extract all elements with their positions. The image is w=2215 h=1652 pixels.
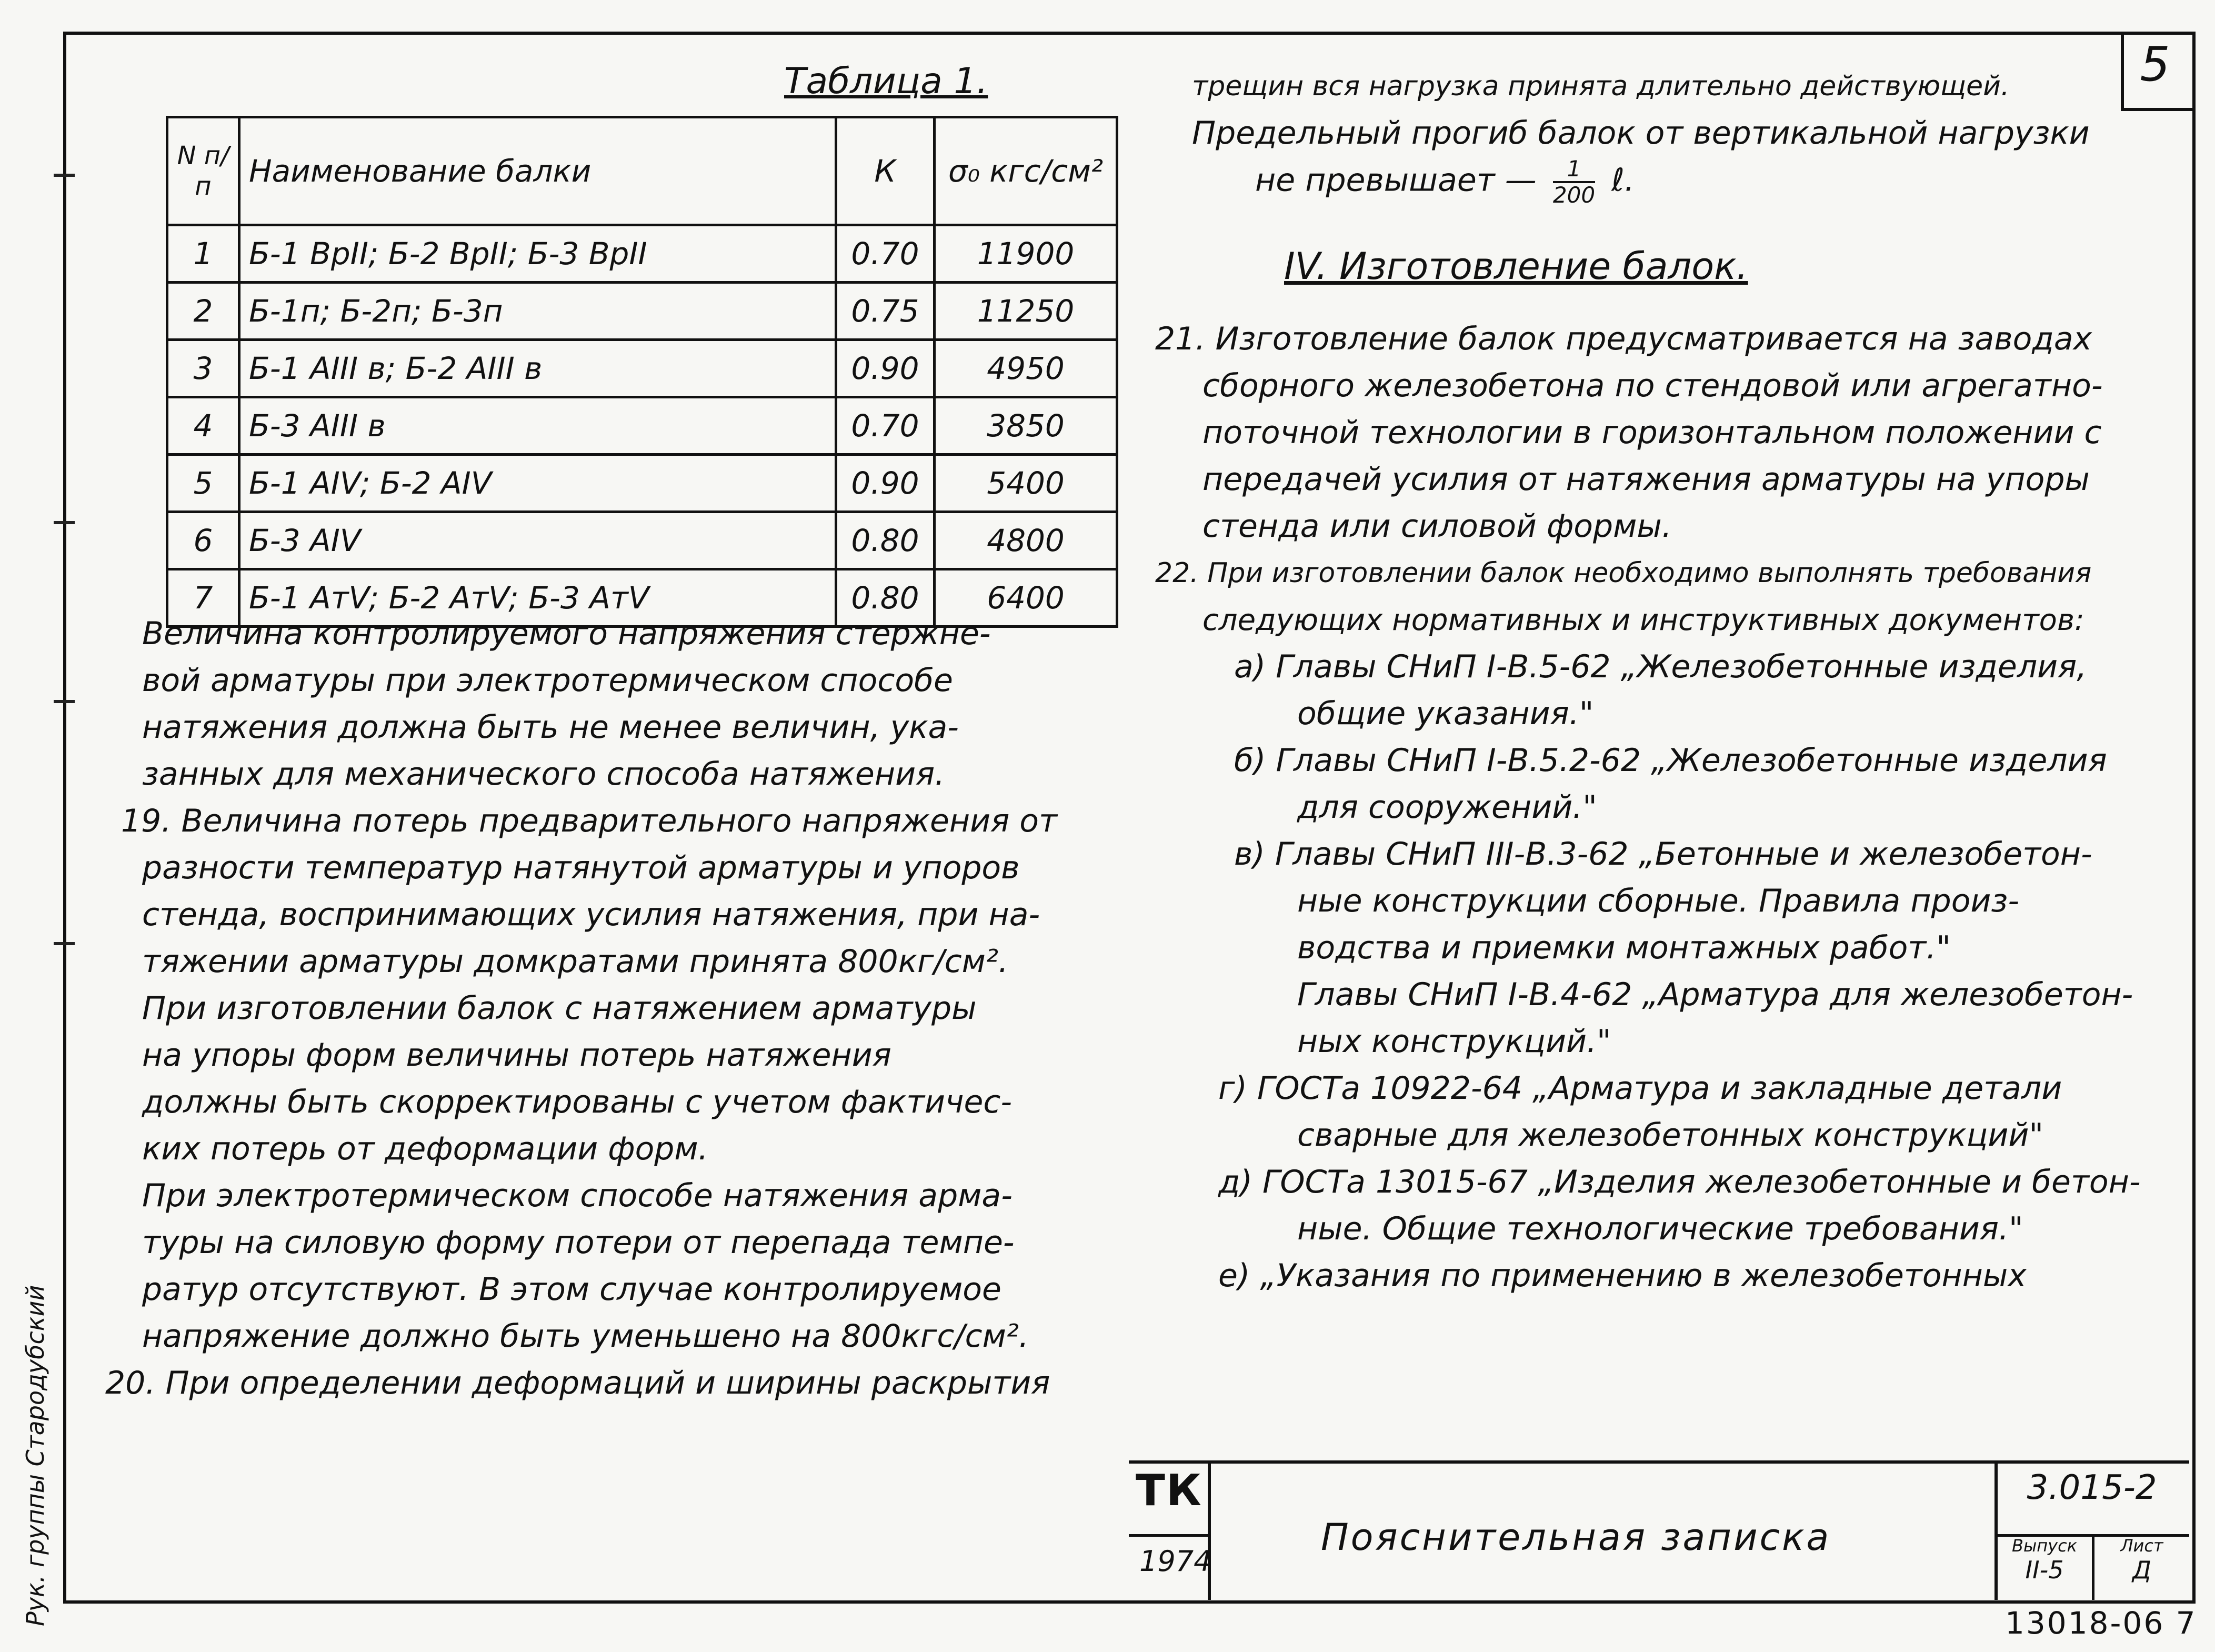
text-line: трещин вся нагрузка принята длительно действующей. <box>1192 71 2010 102</box>
text-line: сборного железобетона по стендовой или агрегатно- <box>1202 367 2103 404</box>
sheet-number: 5 <box>2140 37 2170 92</box>
text-line: туры на силовую форму потери от перепада темпе- <box>142 1224 1015 1261</box>
document-title: Пояснительная записка <box>1321 1516 1831 1559</box>
text-line: тяжении арматуры домкратами принята 800кг/см². <box>142 943 1009 980</box>
table-row <box>167 225 1117 283</box>
cell-k: 0.70 <box>836 225 935 283</box>
deflection-suffix: ℓ. <box>1611 162 1635 199</box>
table-row <box>167 455 1117 512</box>
text-line: б) Главы СНиП I-В.5.2-62 „Железобетонные изделия <box>1234 742 2107 779</box>
cell-k: 0.80 <box>836 569 935 627</box>
text-line: Предельный прогиб балок от вертикальной нагрузки <box>1192 115 2090 152</box>
sheet-cell <box>2097 1536 2187 1584</box>
left-column-text <box>105 610 1057 1407</box>
cell-sigma: 3850 <box>935 397 1117 455</box>
text-line: ные конструкции сборные. Правила произ- <box>1297 883 2019 919</box>
cell-beam-name: Б-1 АIV; Б-2 АIV <box>239 455 836 512</box>
table-row <box>167 512 1117 569</box>
cell-number: 4 <box>167 397 239 455</box>
table-row <box>167 283 1117 340</box>
text-line: водства и приемки монтажных работ." <box>1297 929 1951 966</box>
text-line: передачей усилия от натяжения арматуры на упоры <box>1202 461 2090 498</box>
text-line: а) Главы СНиП I-В.5-62 „Железобетонные изделия, <box>1234 648 2087 685</box>
right-column-text <box>1155 316 2140 1299</box>
text-line: Главы СНиП I-В.4-62 „Арматура для железобетон- <box>1297 976 2133 1013</box>
cell-beam-name: Б-1п; Б-2п; Б-3п <box>239 283 836 340</box>
cell-number: 6 <box>167 512 239 569</box>
cell-sigma: 5400 <box>935 455 1117 512</box>
cell-number: 2 <box>167 283 239 340</box>
cell-number: 1 <box>167 225 239 283</box>
table-header-row <box>167 117 1117 225</box>
text-line: ратур отсутствуют. В этом случае контролируемое <box>142 1271 1001 1308</box>
cell-number: 3 <box>167 340 239 397</box>
deflection-fraction <box>1553 157 1595 207</box>
text-line: стенда, воспринимающих усилия натяжения, при на- <box>142 896 1040 933</box>
fraction-numerator: 1 <box>1553 157 1595 183</box>
side-tick <box>54 700 75 703</box>
text-line: общие указания." <box>1297 695 1594 732</box>
cell-sigma: 6400 <box>935 569 1117 627</box>
cell-sigma: 11250 <box>935 283 1117 340</box>
right-top-text <box>1192 63 2090 207</box>
text-line: следующих нормативных и инструктивных документов: <box>1202 603 2084 637</box>
header-number: N п/п <box>167 117 239 225</box>
cell-k: 0.90 <box>836 340 935 397</box>
fraction-denominator: 200 <box>1552 182 1596 208</box>
section-heading: IV. Изготовление балок. <box>1284 245 1748 288</box>
side-stamp-strip <box>21 174 63 1626</box>
deflection-prefix: не превышает — <box>1255 162 1537 199</box>
text-line: При изготовлении балок с натяжением арматуры <box>142 990 977 1027</box>
beam-table <box>166 116 1118 628</box>
table-caption: Таблица 1. <box>784 61 988 102</box>
table-row <box>167 340 1117 397</box>
text-line: 22. При изготовлении балок необходимо выполнять требования <box>1155 557 2092 589</box>
deflection-line <box>1255 157 2090 207</box>
side-tick <box>54 942 75 945</box>
header-k: К <box>836 117 935 225</box>
text-line: ких потерь от деформации форм. <box>142 1130 708 1167</box>
archive-number: 13018-06 7 <box>2005 1605 2197 1641</box>
cell-number: 5 <box>167 455 239 512</box>
org-logo: ТК <box>1136 1466 1202 1516</box>
text-line: д) ГОСТа 13015-67 „Изделия железобетонные и бетон- <box>1218 1164 2141 1200</box>
text-line: напряжение должно быть уменьшено на 800кгс/см². <box>142 1318 1029 1355</box>
cell-sigma: 4800 <box>935 512 1117 569</box>
text-line: сварные для железобетонных конструкций" <box>1297 1117 2043 1154</box>
text-line: 19. Величина потерь предварительного напряжения от <box>121 803 1057 839</box>
text-line: поточной технологии в горизонтальном положении с <box>1202 414 2102 451</box>
cell-sigma: 11900 <box>935 225 1117 283</box>
cell-beam-name: Б-3 АIV <box>239 512 836 569</box>
cell-sigma: 4950 <box>935 340 1117 397</box>
side-tick <box>54 174 75 177</box>
text-line: Величина контролируемого напряжения стержне- <box>142 615 991 652</box>
text-line: вой арматуры при электротермическом способе <box>142 662 953 699</box>
cell-k: 0.70 <box>836 397 935 455</box>
cell-k: 0.80 <box>836 512 935 569</box>
text-line: ные. Общие технологические требования." <box>1297 1210 2023 1247</box>
side-tick <box>54 521 75 524</box>
year: 1974 <box>1139 1545 1212 1578</box>
table-row <box>167 397 1117 455</box>
text-line: ных конструкций." <box>1297 1023 1611 1060</box>
cell-beam-name: Б-1 АIII в; Б-2 АIII в <box>239 340 836 397</box>
title-block-divider <box>2092 1534 2094 1600</box>
text-line: должны быть скорректированы с учетом фактичес- <box>142 1084 1013 1120</box>
issue-value: II-5 <box>2025 1556 2064 1584</box>
sheet-label: Лист <box>2120 1536 2163 1556</box>
text-line: для сооружений." <box>1297 789 1597 826</box>
text-line: 20. При определении деформаций и ширины раскрытия <box>105 1365 1050 1401</box>
title-block-divider <box>1129 1534 1208 1537</box>
header-beam-name: Наименование балки <box>239 117 836 225</box>
text-line: занных для механического способа натяжения. <box>142 756 945 793</box>
side-stamp: Рук. группы Стародубский <box>21 1285 49 1626</box>
cell-beam-name: Б-1 ВрII; Б-2 ВрII; Б-3 ВрII <box>239 225 836 283</box>
text-line: г) ГОСТа 10922-64 „Арматура и закладные детали <box>1218 1070 2062 1107</box>
text-line: натяжения должна быть не менее величин, ука- <box>142 709 959 746</box>
cell-beam-name: Б-3 АIII в <box>239 397 836 455</box>
issue-cell <box>2000 1536 2089 1584</box>
text-line: 21. Изготовление балок предусматривается на заводах <box>1155 321 2092 357</box>
text-line: стенда или силовой формы. <box>1202 508 1672 545</box>
text-line: на упоры форм величины потерь натяжения <box>142 1037 891 1074</box>
cell-beam-name: Б-1 АтV; Б-2 АтV; Б-3 АтV <box>239 569 836 627</box>
text-line: в) Главы СНиП III-В.3-62 „Бетонные и железобетон- <box>1234 836 2092 873</box>
text-line: е) „Указания по применению в железобетонных <box>1218 1257 2027 1294</box>
sheet-value: Д <box>2132 1556 2151 1584</box>
text-line: разности температур натянутой арматуры и упоров <box>142 849 1020 886</box>
series-code: 3.015-2 <box>2027 1468 2157 1507</box>
cell-number: 7 <box>167 569 239 627</box>
cell-k: 0.75 <box>836 283 935 340</box>
cell-k: 0.90 <box>836 455 935 512</box>
header-sigma: σ₀ кгс/см² <box>935 117 1117 225</box>
text-line: При электротермическом способе натяжения арма- <box>142 1177 1013 1214</box>
issue-label: Выпуск <box>2012 1536 2077 1556</box>
